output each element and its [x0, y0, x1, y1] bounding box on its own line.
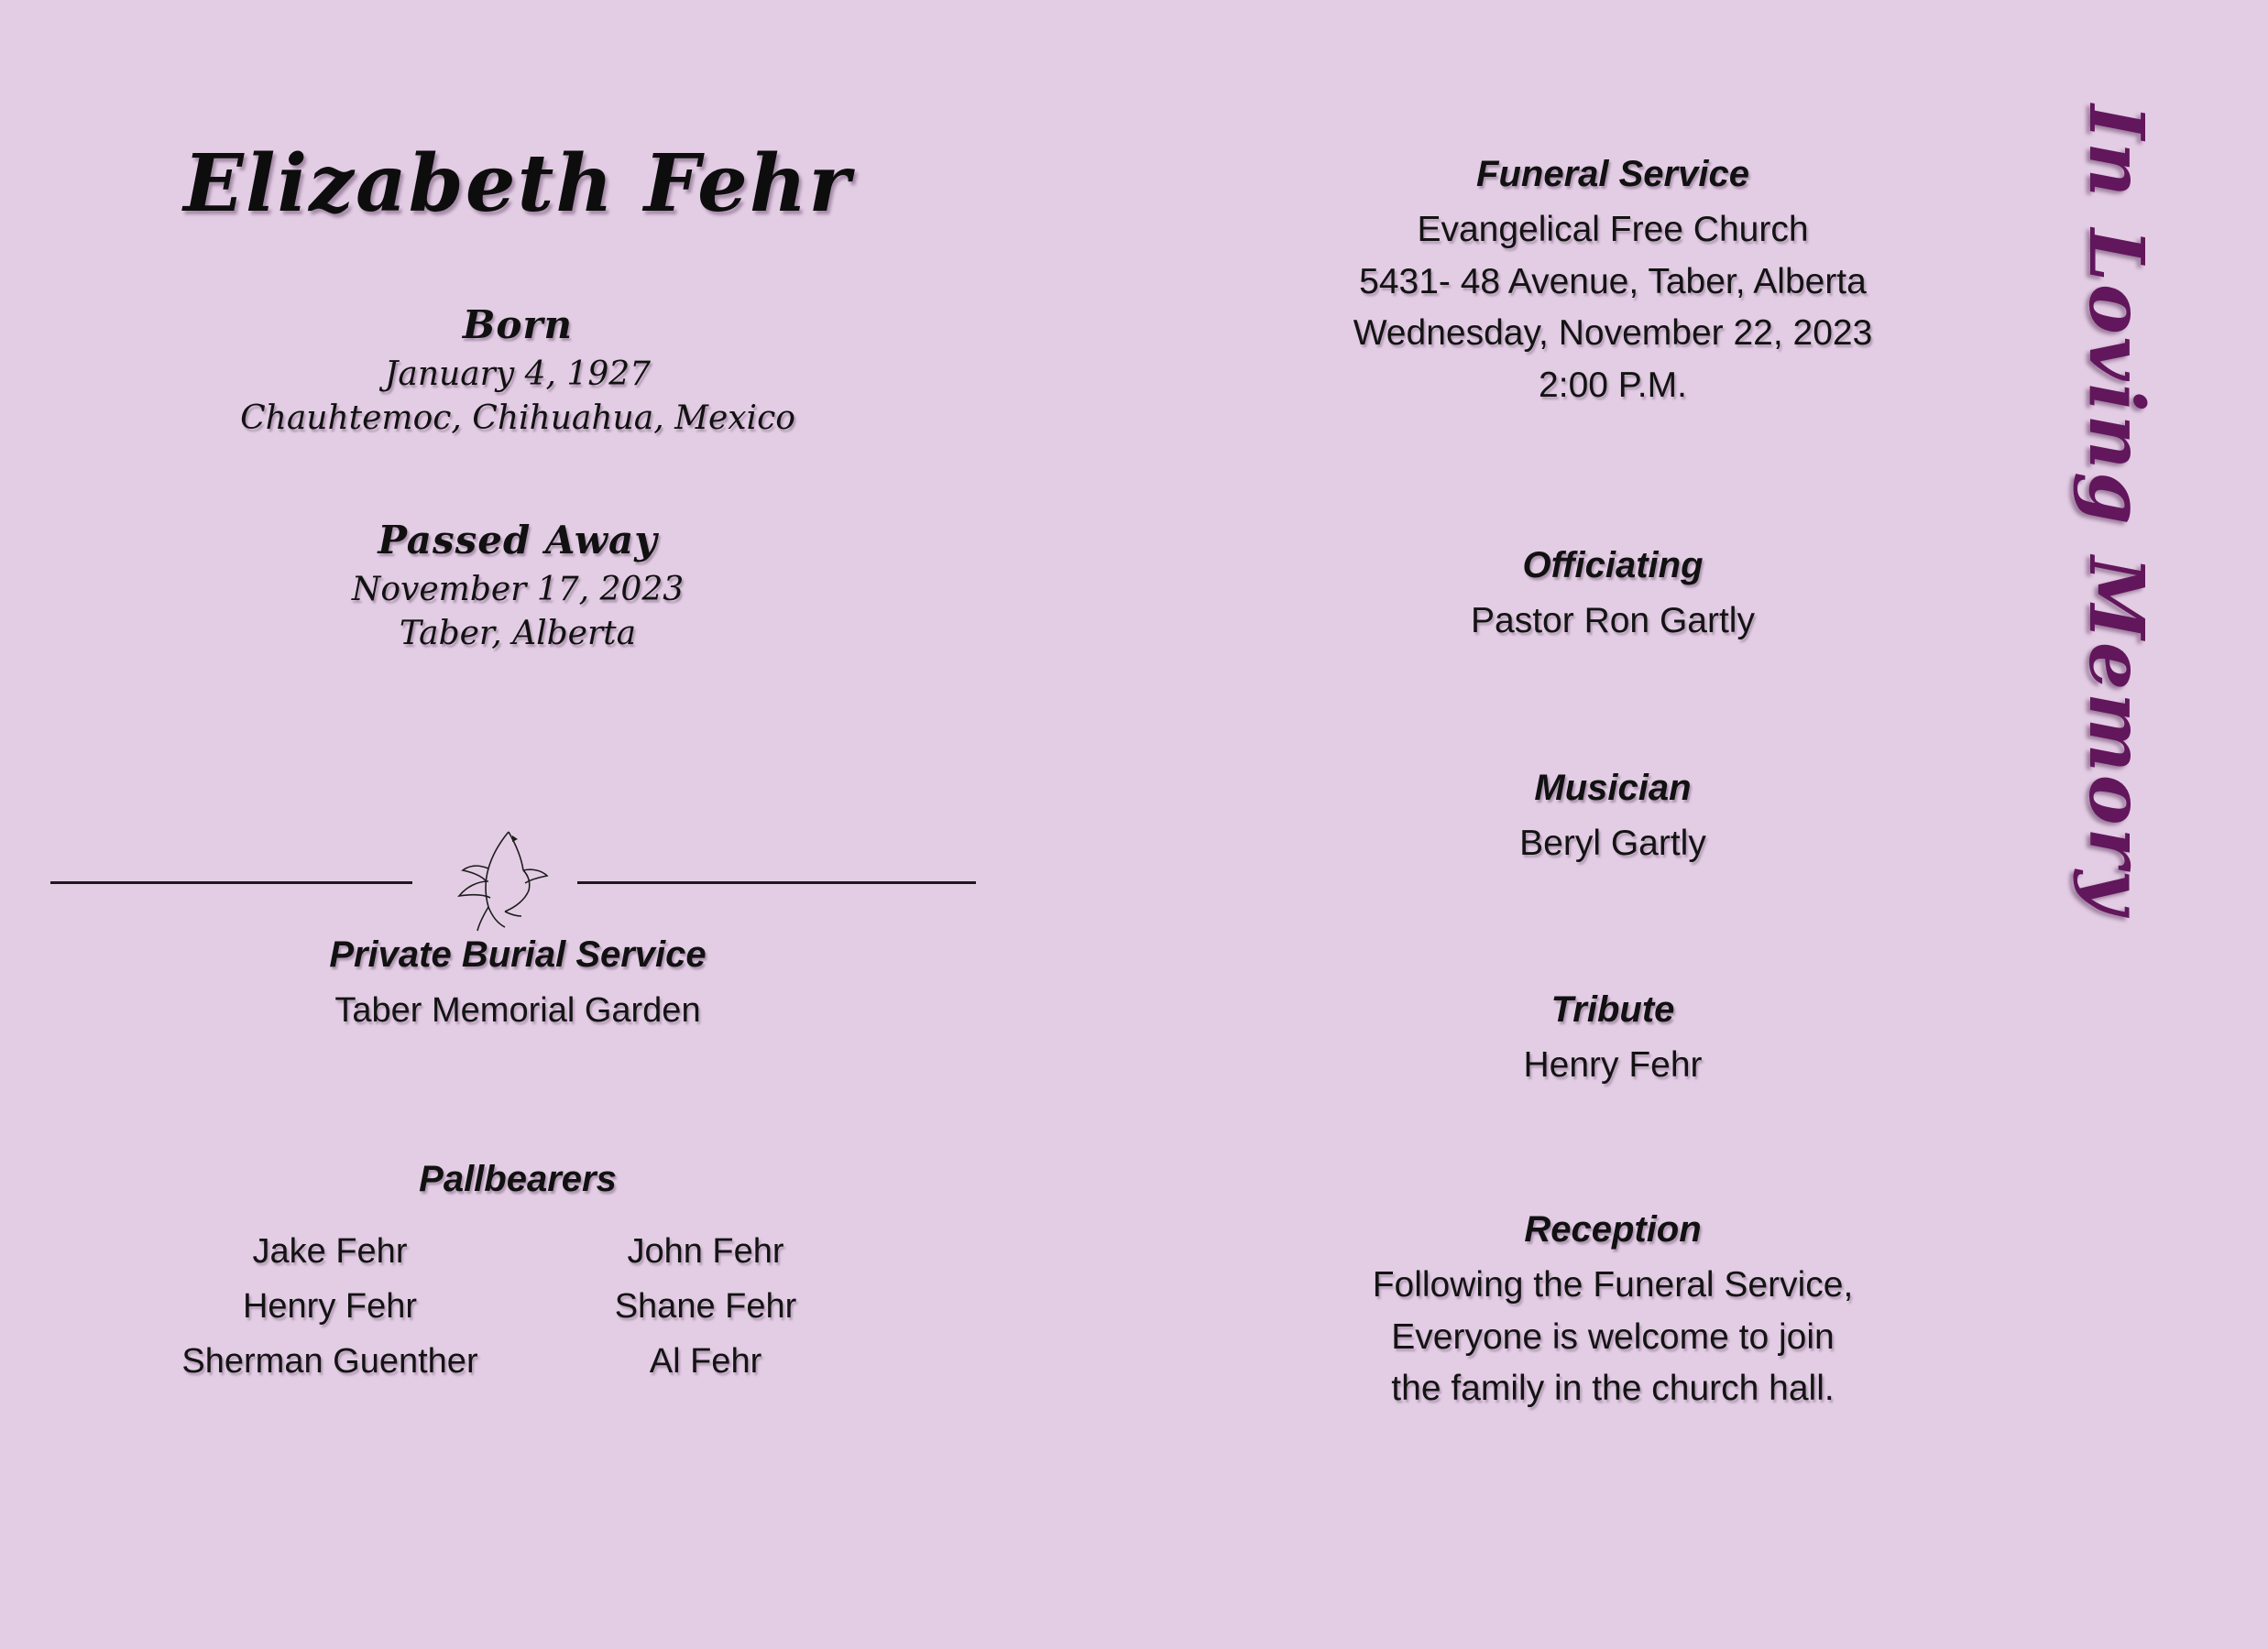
reception-heading: Reception: [1524, 1209, 1702, 1250]
list-item: Jake Fehr: [252, 1232, 408, 1271]
reception-line: the family in the church hall.: [1391, 1369, 1835, 1409]
in-loving-memory-text: In Loving Memory: [2072, 104, 2160, 917]
passed-away-block: [0, 518, 1035, 655]
funeral-service-line: 2:00 P.M.: [1539, 365, 1687, 405]
tribute-heading: Tribute: [1550, 989, 1675, 1030]
list-item: Henry Fehr: [242, 1287, 418, 1327]
funeral-service-block: [1127, 154, 2098, 411]
divider-rule-right: [577, 881, 976, 884]
musician-heading: Musician: [1534, 768, 1692, 808]
officiating-block: [1127, 545, 2098, 648]
pallbearers-list: [142, 1224, 893, 1389]
spine-panel: [2015, 42, 2226, 958]
list-item: John Fehr: [627, 1232, 784, 1271]
left-panel: [0, 0, 1035, 1649]
reception-line: Following the Funeral Service,: [1372, 1265, 1854, 1305]
dove-icon: [444, 824, 564, 939]
list-item: Al Fehr: [649, 1342, 762, 1381]
born-heading: Born: [462, 302, 574, 347]
tribute-name: Henry Fehr: [1523, 1045, 1703, 1085]
passed-away-place: Taber, Alberta: [399, 614, 637, 652]
burial-location: Taber Memorial Garden: [334, 991, 701, 1030]
born-block: [0, 302, 1035, 440]
divider-rule-left: [50, 881, 412, 884]
passed-away-date: November 17, 2023: [351, 571, 685, 608]
funeral-service-heading: Funeral Service: [1476, 154, 1749, 194]
service-details-panel: [1127, 0, 2098, 1649]
officiating-heading: Officiating: [1522, 545, 1704, 585]
pallbearers-heading: Pallbearers: [419, 1159, 617, 1199]
musician-block: [1127, 768, 2098, 870]
funeral-service-line: Evangelical Free Church: [1417, 210, 1809, 249]
pallbearers-block: [0, 1159, 1035, 1389]
list-item: Sherman Guenther: [181, 1342, 478, 1381]
reception-block: [1127, 1209, 2098, 1415]
funeral-service-line: 5431- 48 Avenue, Taber, Alberta: [1359, 261, 1867, 301]
list-item: Shane Fehr: [614, 1287, 797, 1327]
burial-heading: Private Burial Service: [329, 934, 707, 975]
born-place: Chauhtemoc, Chihuahua, Mexico: [240, 399, 795, 437]
born-date: January 4, 1927: [384, 355, 652, 393]
deceased-name: Elizabeth Fehr: [183, 137, 852, 230]
tribute-block: [1127, 989, 2098, 1092]
burial-block: [0, 934, 1035, 1036]
funeral-service-line: Wednesday, November 22, 2023: [1353, 313, 1873, 354]
passed-away-heading: Passed Away: [378, 518, 658, 562]
officiating-name: Pastor Ron Gartly: [1471, 601, 1755, 640]
divider: [50, 824, 976, 944]
reception-line: Everyone is welcome to join: [1391, 1316, 1835, 1357]
musician-name: Beryl Gartly: [1519, 824, 1706, 863]
